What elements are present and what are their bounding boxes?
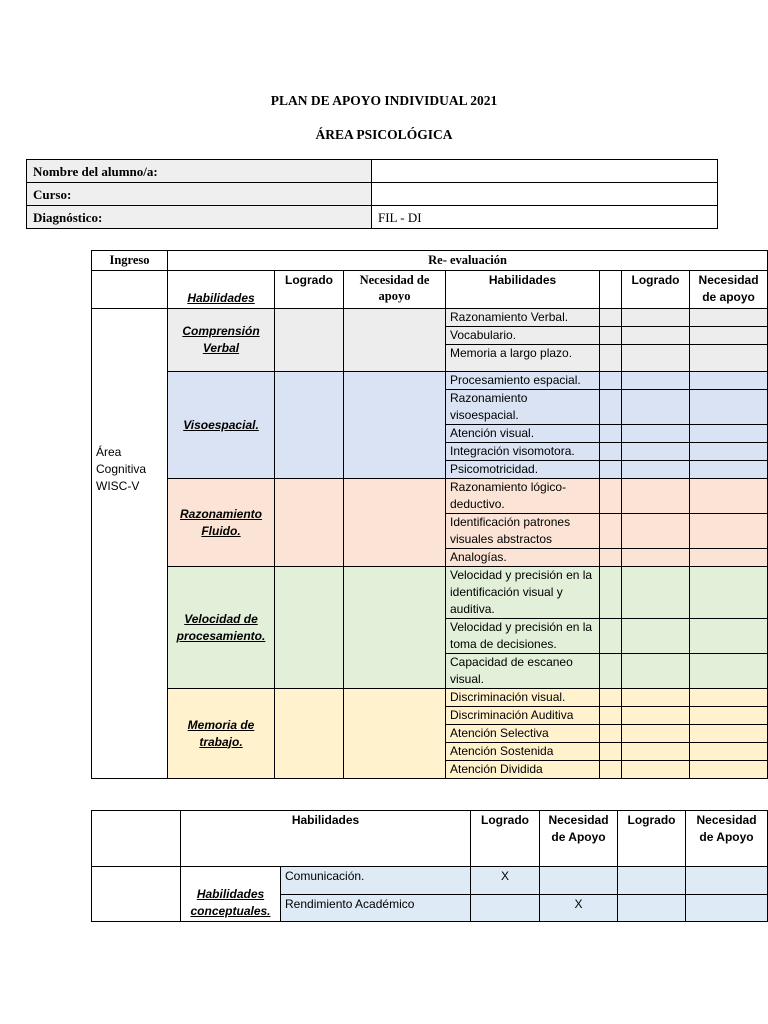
logrado-2-cell xyxy=(622,425,690,443)
skill-item: Atención Selectiva xyxy=(446,725,600,743)
habilidades-left-header: Habilidades xyxy=(168,271,275,309)
blank-cell xyxy=(92,867,181,922)
check-cell xyxy=(600,461,622,479)
skill-item: Capacidad de escaneo visual. xyxy=(446,654,600,689)
skill-item: Atención visual. xyxy=(446,425,600,443)
check-cell xyxy=(600,567,622,619)
logrado-2-cell xyxy=(622,461,690,479)
adaptive-skills-table xyxy=(91,810,768,922)
logrado-2-cell xyxy=(622,514,690,549)
logrado-value xyxy=(471,895,540,922)
necesidad-2-cell xyxy=(690,345,768,372)
necesidad-2-value xyxy=(686,895,768,922)
skill-item: Procesamiento espacial. xyxy=(446,372,600,390)
necesidad-2-cell xyxy=(690,567,768,619)
check-cell xyxy=(600,619,622,654)
blank-header-cell xyxy=(92,271,168,309)
blank-header-cell xyxy=(92,811,181,867)
table-row xyxy=(92,867,768,895)
necesidad-2-cell xyxy=(690,461,768,479)
necesidad-2-value xyxy=(686,867,768,895)
skill-group-name: Velocidad de procesamiento. xyxy=(168,567,275,689)
logrado-2-cell xyxy=(622,443,690,461)
necesidad-2-cell xyxy=(690,327,768,345)
necesidad-2-cell xyxy=(690,549,768,567)
logrado-2-cell xyxy=(622,327,690,345)
necesidad-2-cell xyxy=(690,425,768,443)
habilidades-header: Habilidades xyxy=(181,811,471,867)
skill-group-name: Memoria de trabajo. xyxy=(168,689,275,779)
skill-name: Rendimiento Académico xyxy=(281,895,471,922)
skill-item: Psicomotricidad. xyxy=(446,461,600,479)
course-label: Curso: xyxy=(27,183,372,206)
check-cell xyxy=(600,743,622,761)
logrado-2-cell xyxy=(622,345,690,372)
table-row xyxy=(92,567,768,619)
necesidad-header-1: Necesidad de apoyo xyxy=(344,271,446,309)
student-name-row xyxy=(27,160,718,183)
necesidad-cell xyxy=(344,309,446,372)
diagnosis-label: Diagnóstico: xyxy=(27,206,372,229)
skill-item: Vocabulario. xyxy=(446,327,600,345)
logrado-2-cell xyxy=(622,567,690,619)
check-cell xyxy=(600,707,622,725)
student-name-value xyxy=(372,160,718,183)
logrado-2-cell xyxy=(622,725,690,743)
reevaluacion-header: Re- evaluación xyxy=(168,251,768,271)
check-cell xyxy=(600,479,622,514)
logrado-2-cell xyxy=(622,372,690,390)
check-cell xyxy=(600,309,622,327)
logrado-cell xyxy=(275,479,344,567)
necesidad-2-cell xyxy=(690,309,768,327)
logrado-2-value xyxy=(618,867,686,895)
logrado-2-cell xyxy=(622,549,690,567)
skill-item: Discriminación Auditiva xyxy=(446,707,600,725)
check-cell xyxy=(600,443,622,461)
logrado-header-2: Logrado xyxy=(618,811,686,867)
diagnosis-row xyxy=(27,206,718,229)
necesidad-cell xyxy=(344,479,446,567)
check-cell xyxy=(600,425,622,443)
check-cell xyxy=(600,549,622,567)
area-cognitiva-label: Área Cognitiva WISC-V xyxy=(92,309,168,779)
evaluation-table xyxy=(91,250,768,779)
necesidad-2-cell xyxy=(690,743,768,761)
logrado-2-value xyxy=(618,895,686,922)
skill-item: Memoria a largo plazo. xyxy=(446,345,600,372)
necesidad-2-cell xyxy=(690,761,768,779)
necesidad-value: X xyxy=(540,895,618,922)
necesidad-2-cell xyxy=(690,390,768,425)
check-cell xyxy=(600,689,622,707)
diagnosis-value: FIL - DI xyxy=(372,206,718,229)
check-cell xyxy=(600,654,622,689)
check-cell xyxy=(600,725,622,743)
check-cell xyxy=(600,345,622,372)
logrado-2-cell xyxy=(622,309,690,327)
logrado-cell xyxy=(275,567,344,689)
necesidad-cell xyxy=(344,567,446,689)
table-row xyxy=(92,372,768,390)
skill-group-name: Comprensión Verbal xyxy=(168,309,275,372)
table-row xyxy=(92,479,768,514)
check-cell xyxy=(600,327,622,345)
necesidad-header-2: Necesidad de apoyo xyxy=(690,271,768,309)
logrado-2-cell xyxy=(622,689,690,707)
table-row xyxy=(92,309,768,327)
logrado-header-1: Logrado xyxy=(471,811,540,867)
logrado-cell xyxy=(275,689,344,779)
necesidad-2-cell xyxy=(690,654,768,689)
skill-name: Comunicación. xyxy=(281,867,471,895)
skill-item: Atención Sostenida xyxy=(446,743,600,761)
document-subtitle: ÁREA PSICOLÓGICA xyxy=(315,127,453,142)
ingreso-header: Ingreso xyxy=(92,251,168,271)
check-cell xyxy=(600,372,622,390)
logrado-cell xyxy=(275,309,344,372)
logrado-2-cell xyxy=(622,743,690,761)
habilidades-right-header: Habilidades xyxy=(446,271,600,309)
skill-group-name: Visoespacial. xyxy=(168,372,275,479)
logrado-value: X xyxy=(471,867,540,895)
blank-header-cell xyxy=(600,271,622,309)
necesidad-cell xyxy=(344,689,446,779)
student-info-table xyxy=(26,159,718,229)
necesidad-header-2: Necesidad de Apoyo xyxy=(686,811,768,867)
logrado-2-cell xyxy=(622,390,690,425)
skill-item: Razonamiento Verbal. xyxy=(446,309,600,327)
necesidad-2-cell xyxy=(690,689,768,707)
check-cell xyxy=(600,514,622,549)
skill-group-name: Razonamiento Fluido. xyxy=(168,479,275,567)
necesidad-2-cell xyxy=(690,443,768,461)
necesidad-header-1: Necesidad de Apoyo xyxy=(540,811,618,867)
skill-item: Velocidad y precisión en la identificación visual y auditiva. xyxy=(446,567,600,619)
table-row xyxy=(92,689,768,707)
logrado-2-cell xyxy=(622,479,690,514)
necesidad-2-cell xyxy=(690,725,768,743)
necesidad-value xyxy=(540,867,618,895)
course-value xyxy=(372,183,718,206)
student-name-label: Nombre del alumno/a: xyxy=(27,160,372,183)
conceptual-skills-label: Habilidades conceptuales. xyxy=(181,867,281,922)
necesidad-2-cell xyxy=(690,619,768,654)
logrado-2-cell xyxy=(622,654,690,689)
course-row xyxy=(27,183,718,206)
check-cell xyxy=(600,761,622,779)
logrado-2-cell xyxy=(622,619,690,654)
skill-item: Velocidad y precisión en la toma de decisiones. xyxy=(446,619,600,654)
skill-item: Discriminación visual. xyxy=(446,689,600,707)
necesidad-2-cell xyxy=(690,479,768,514)
logrado-2-cell xyxy=(622,707,690,725)
check-cell xyxy=(600,390,622,425)
logrado-2-cell xyxy=(622,761,690,779)
necesidad-2-cell xyxy=(690,514,768,549)
logrado-cell xyxy=(275,372,344,479)
necesidad-2-cell xyxy=(690,707,768,725)
skill-item: Analogías. xyxy=(446,549,600,567)
skill-item: Razonamiento visoespacial. xyxy=(446,390,600,425)
necesidad-cell xyxy=(344,372,446,479)
skill-item: Identificación patrones visuales abstractos xyxy=(446,514,600,549)
skill-item: Razonamiento lógico-deductivo. xyxy=(446,479,600,514)
logrado-header-1: Logrado xyxy=(275,271,344,309)
necesidad-2-cell xyxy=(690,372,768,390)
logrado-header-2: Logrado xyxy=(622,271,690,309)
document-title: PLAN DE APOYO INDIVIDUAL 2021 xyxy=(270,93,498,108)
skill-item: Atención Dividida xyxy=(446,761,600,779)
skill-item: Integración visomotora. xyxy=(446,443,600,461)
